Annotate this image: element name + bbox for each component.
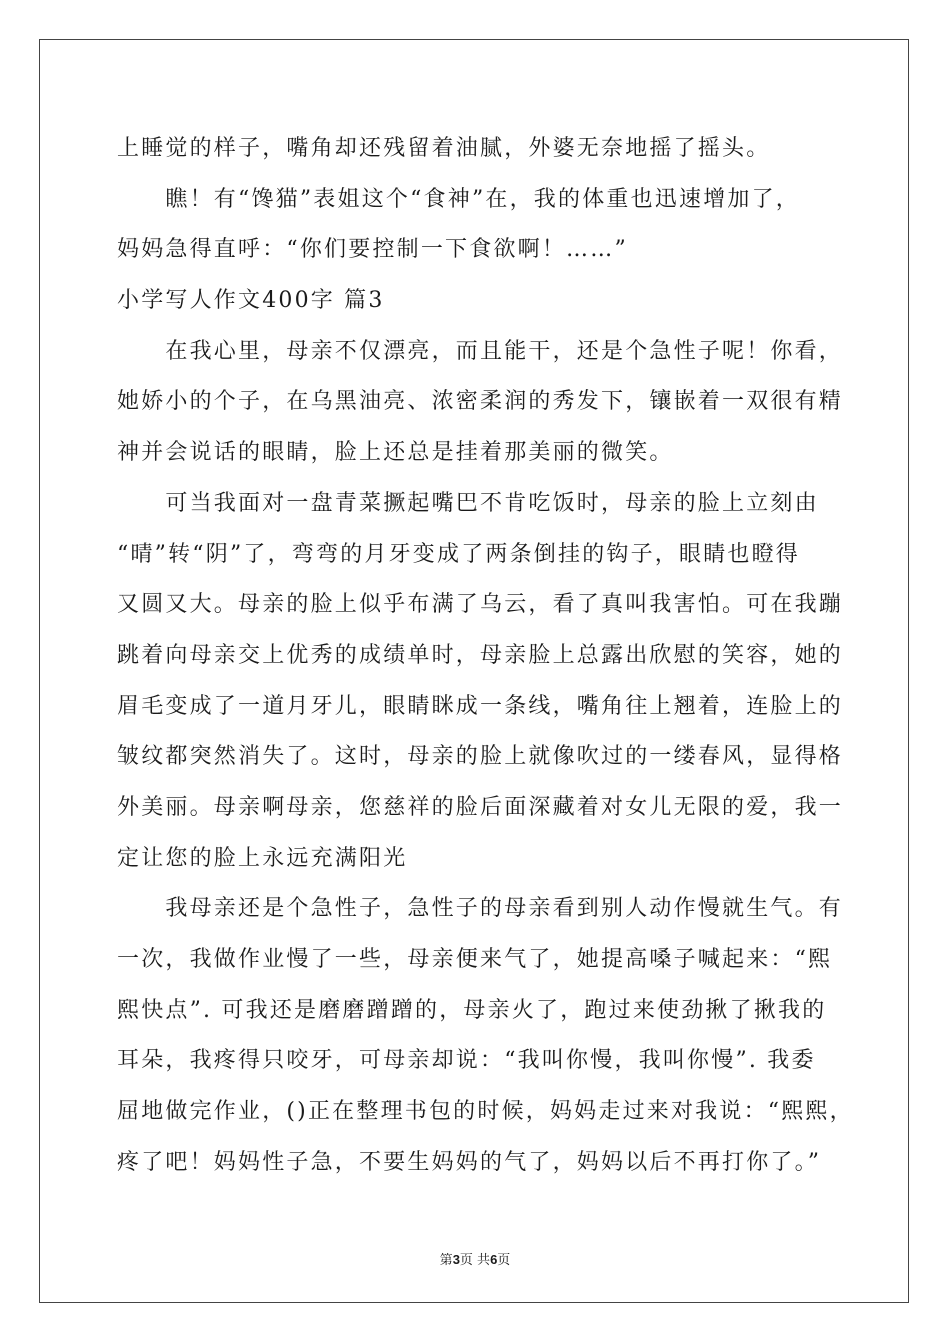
text-line: 妈妈急得直呼：“你们要控制一下食欲啊！……” [117, 237, 628, 262]
current-page-number: 3 [452, 1252, 460, 1267]
text-line: 上睡觉的样子，嘴角却还残留着油腻，外婆无奈地摇了摇头。 [117, 136, 771, 161]
total-pages-number: 6 [490, 1252, 498, 1267]
text-line: 跳着向母亲交上优秀的成绩单时，母亲脸上总露出欣慰的笑容，她的 [117, 643, 844, 668]
text-line: 外美丽。母亲啊母亲，您慈祥的脸后面深藏着对女儿无限的爱，我一 [117, 795, 844, 820]
footer-suffix: 页 [497, 1253, 511, 1268]
text-line: 一次，我做作业慢了一些，母亲便来气了，她提高嗓子喊起来：“熙 [117, 947, 833, 972]
text-line: 她娇小的个子，在乌黑油亮、浓密柔润的秀发下，镶嵌着一双很有精 [117, 389, 844, 414]
text-line: 定让您的脸上永远充满阳光 [117, 846, 408, 871]
text-line: 皱纹都突然消失了。这时，母亲的脸上就像吹过的一缕春风，显得格 [117, 744, 844, 769]
text-line: “晴”转“阴”了，弯弯的月牙变成了两条倒挂的钩子，眼睛也瞪得 [117, 542, 800, 567]
footer-prefix: 第 [439, 1253, 453, 1268]
text-line: 在我心里，母亲不仅漂亮，而且能干，还是个急性子呢！你看， [117, 339, 844, 364]
text-line: 眉毛变成了一道月牙儿，眼睛眯成一条线，嘴角往上翘着，连脸上的 [117, 694, 844, 719]
text-line: 我母亲还是个急性子，急性子的母亲看到别人动作慢就生气。有 [117, 896, 844, 921]
text-line: 屈地做完作业，()正在整理书包的时候，妈妈走过来对我说：“熙熙， [117, 1099, 854, 1124]
section-heading: 小学写人作文400字 篇3 [117, 288, 385, 313]
text-line: 又圆又大。母亲的脸上似乎布满了乌云，看了真叫我害怕。可在我蹦 [117, 592, 844, 617]
text-line: 熙快点”. 可我还是磨磨蹭蹭的，母亲火了，跑过来使劲揪了揪我的 [117, 998, 827, 1023]
text-line: 神并会说话的眼睛，脸上还总是挂着那美丽的微笑。 [117, 440, 674, 465]
text-line: 耳朵，我疼得只咬牙，可母亲却说：“我叫你慢，我叫你慢”. 我委 [117, 1048, 816, 1073]
text-line: 瞧！有“馋猫”表姐这个“食神”在，我的体重也迅速增加了， [117, 187, 800, 212]
footer-middle: 页 共 [459, 1253, 491, 1268]
page-footer [0, 1249, 950, 1268]
text-line: 疼了吧！妈妈性子急，不要生妈妈的气了，妈妈以后不再打你了。” [117, 1150, 822, 1175]
text-line: 可当我面对一盘青菜撅起嘴巴不肯吃饭时，母亲的脸上立刻由 [117, 491, 819, 516]
